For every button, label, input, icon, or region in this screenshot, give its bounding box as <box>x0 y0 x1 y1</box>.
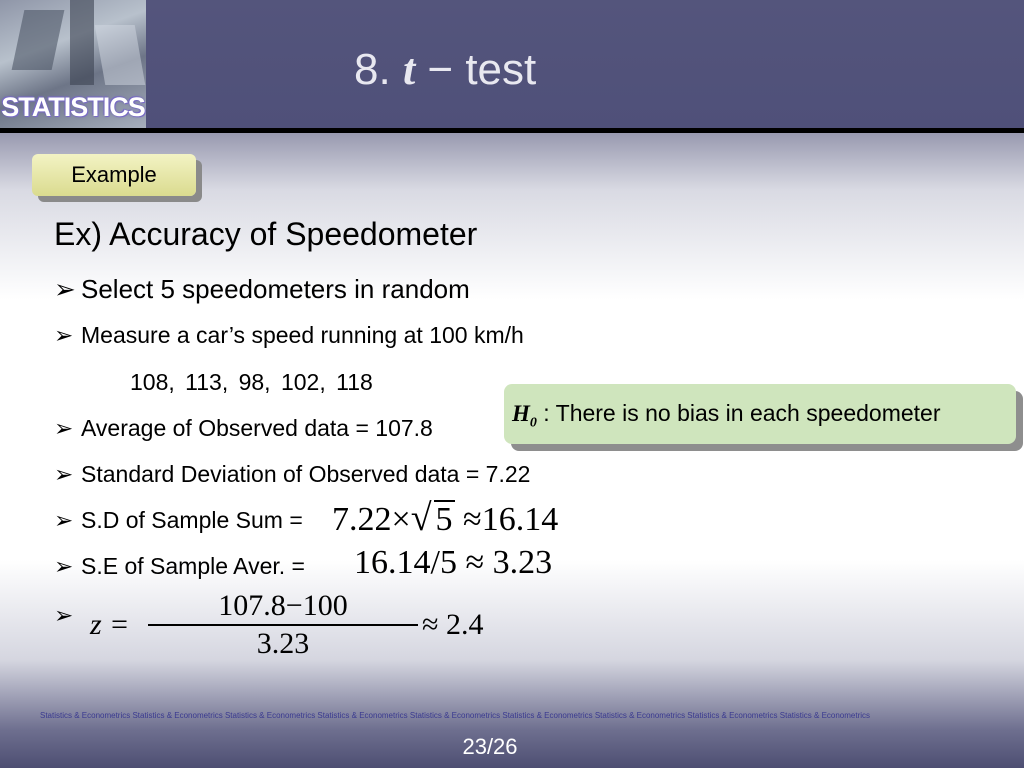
fraction-bar <box>148 624 418 626</box>
slide-header <box>0 0 1024 128</box>
null-hypothesis-text <box>512 400 940 432</box>
null-hypothesis-callout <box>504 384 1016 444</box>
sqrt-icon: √ <box>410 497 432 539</box>
title-variable: t <box>402 45 416 94</box>
page-number: 23/26 <box>462 734 518 759</box>
title-suffix: − test <box>427 45 537 94</box>
bullet-arrow-icon: ➢ <box>54 507 74 533</box>
bullet-measure <box>54 322 524 349</box>
sd-sum-equation <box>332 496 558 540</box>
z-lhs: z = <box>90 608 130 641</box>
bullet-arrow-icon: ➢ <box>54 415 74 441</box>
h0-symbol: $H_0$ <box>512 401 537 431</box>
bullet-sd-sum <box>54 507 303 534</box>
se-equation: 16.14/5 ≈ 3.23 <box>354 544 553 581</box>
bullet-average <box>54 415 433 442</box>
bullet-text: Standard Deviation of Observed data = 7.22 <box>81 461 531 487</box>
bullet-arrow-icon: ➢ <box>54 461 74 487</box>
bullet-text: Measure a car’s speed running at 100 km/h <box>81 322 524 348</box>
example-tag: Example <box>32 154 196 196</box>
observed-values: 108, 113, 98, 102, 118 <box>130 369 373 395</box>
bullet-text: S.D of Sample Sum = <box>81 507 303 533</box>
bullet-text: Average of Observed data = 107.8 <box>81 415 433 441</box>
bullet-arrow-icon: ➢ <box>54 602 74 628</box>
bullet-std-dev <box>54 461 530 488</box>
bullet-text: S.E of Sample Aver. = <box>81 553 305 579</box>
bullet-z <box>54 602 81 629</box>
statistics-logo <box>0 0 146 128</box>
sum-radicand: 5 <box>435 501 453 538</box>
sum-right: ≈16.14 <box>463 501 559 538</box>
z-denominator: 3.23 <box>256 627 310 660</box>
footer-text-strip: Statistics & Econometrics Statistics & Econometrics Statistics & Econometrics Statistics & Econometrics Statistics & Econometrics Statistics & Econometrics Statistics & Econometrics Statistics & Econometrics Statistics & Econometrics <box>40 711 871 720</box>
bullet-arrow-icon: ➢ <box>54 322 74 348</box>
z-fraction <box>148 590 418 660</box>
bullet-text: Select 5 speedometers in random <box>81 274 470 304</box>
slide-title <box>354 44 536 95</box>
z-rhs: ≈ 2.4 <box>422 608 484 641</box>
bullet-arrow-icon: ➢ <box>54 553 74 579</box>
bullet-se-average <box>54 553 305 580</box>
title-prefix: 8. <box>354 45 391 94</box>
example-heading: Ex) Accuracy of Speedometer <box>54 216 478 252</box>
z-numerator: 107.8−100 <box>218 589 348 622</box>
bullet-select <box>54 274 470 305</box>
header-divider <box>0 128 1024 133</box>
bullet-arrow-icon: ➢ <box>54 274 76 304</box>
hypothesis-statement: : There is no bias in each speedometer <box>536 400 941 426</box>
sum-left: 7.22× <box>332 501 411 538</box>
logo-text: STATISTICS <box>1 92 145 122</box>
